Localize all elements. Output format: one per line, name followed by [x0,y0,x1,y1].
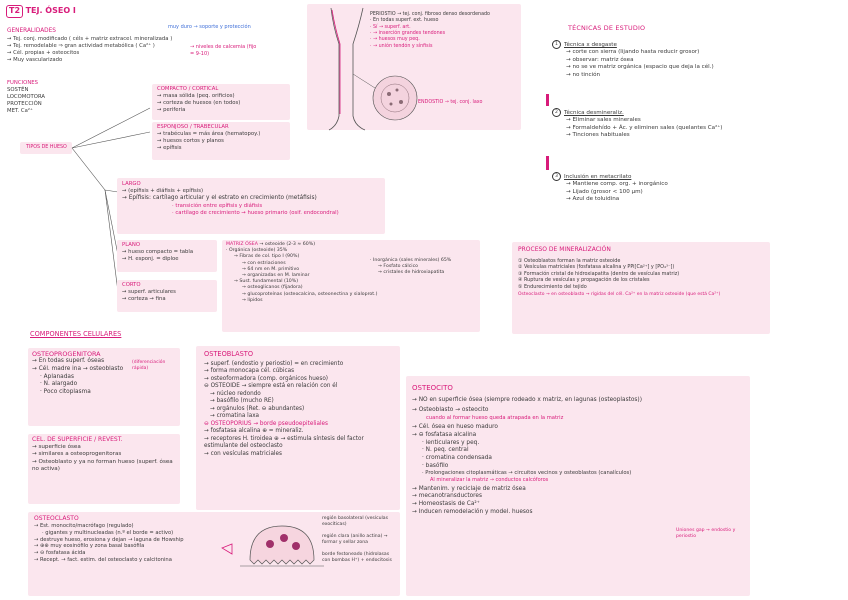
osteoclasto-label: región clara (anillo actina) → formar y sellar zona [322,534,388,546]
tecnica-1-line: → no tinción [566,71,601,78]
corto-section [122,282,176,303]
osteoprogenitora-section [32,350,123,397]
matriz-inorg-line: → cristales de hidroxiapatita [378,270,445,276]
mineralizacion-step: ① Osteoblastos forman la matriz osteoide [518,257,621,264]
tecnica-1 [552,40,714,79]
osteoclasto-line: → ⊕⊕ muy eosinófilo y zona basal basófila [34,543,145,550]
osteoblasto-section [204,350,398,458]
osteoclasto-section [34,515,234,564]
osteoclasto-line: → destruye hueso, erosiona y dejan → laguna de Howship [34,536,184,543]
tecnica-2-line: → Eliminar sales minerales [566,117,641,124]
corto-line: → superf. articulares [122,288,176,295]
osteocito-line: · cromatina condensada [422,454,492,461]
tecnica-1-line: → no se ve matriz orgánica (espacio que deja la cél.) [566,64,714,71]
osteocito-line: · Prolongaciones citoplasmáticas → circuitos vecinos y osteoblastos (canalículos) [422,470,632,477]
funcion-item: MET. Ca²⁺ [7,107,33,114]
matriz-org-line: → Sust. fundamental (10%) [234,279,299,285]
matriz-right: → osteoide (2-3 ≈ 60%) [259,242,316,247]
plano-section [122,242,193,263]
tecnica-2-line: → Tinciones habituales [566,132,630,139]
matriz-section [226,242,377,304]
tecnica-2-bar [546,94,549,106]
esponjoso-section [157,124,260,152]
osteoprogenitora-heading: OSTEOPROGENITORA [32,350,101,358]
matriz-org-line: → organizadas en M. laminar [242,273,310,279]
periostio-line: · En todas superf. ext. hueso [370,18,439,24]
superficie-line: → superficie ósea [32,443,81,450]
number-2-icon: 2 [552,108,561,117]
generalidades-heading: GENERALIDADES [7,28,56,34]
osteoclasto-label: región basolateral (vesículas exocíticas) [322,516,389,528]
tecnicas-heading: TÉCNICAS DE ESTUDIO [568,24,646,32]
compacto-line: → periferia [157,106,186,113]
periostio-line: PERIOSTIO → tej. conj. fibroso denso desordenado [370,12,490,17]
tecnica-1-line: → observar: matriz ósea [566,56,634,63]
title-text: TEJ. ÓSEO I [25,6,76,15]
osteocito-line: → Inducen remodelación y model. huesos [412,508,533,515]
esponjoso-line: → huesos cortos y planos [157,137,224,144]
osteoclasto-line: · gigantes y multinucleadas (n.º el borde = activo) [42,529,174,536]
tecnica-3-line: → Lijado (grosor < 100 µm) [566,188,643,195]
funciones-heading: FUNCIONES [7,80,38,86]
generalidades-line: → Tej. remodelable ⇒ gran actividad metabólica ( Ca²⁺ ) [7,42,155,49]
topic-badge: T2 [6,5,23,18]
tecnica-3-line: → Mantiene comp. org. + inorgánico [566,181,668,188]
osteoblasto-line: → orgánulos (Ret. ⊖ abundantes) [210,405,305,412]
osteoblasto-line: → forma monocapa cél. cúbicas [204,368,295,375]
osteoprogenitora-note: (diferenciación rápida) [132,360,166,371]
mineralizacion-step: ④ Ruptura de vesículas y propagación de los cristales [518,277,650,284]
osteoblasto-line: → con vesículas matriciales [204,450,282,457]
mineralizacion-step: ② Vesículas matriciales (fosfatasa alcalina y PPi[Ca²⁺] y [PO₄³⁻]) [518,264,675,271]
osteoblasto-line: → cromatina laxa [210,413,260,420]
superficie-heading: CEL. DE SUPERFICIE / REVEST. [32,436,123,443]
osteoblasto-line: → osteoformadora (comp. orgánicos hueso) [204,375,329,382]
osteoclasto-heading: OSTEOCLASTO [34,515,79,522]
osteoclast-diagram [220,520,330,590]
osteoclasto-label: borde festoneado (hidrolasas con bombas H⁺) + endocitosis [322,552,392,564]
funcion-item: PROTECCIÓN [7,100,42,107]
tecnica-2 [552,108,722,140]
matriz-heading: MATRIZ ÓSEA [226,242,258,247]
endostio-note: ENDOSTIO → tej. conj. laxo [418,100,483,105]
matriz-inorganica-section [370,258,451,277]
generalidades-line: → Muy vascularizado [7,56,63,63]
osteocito-line: → Mantenim. y reciclaje de matriz ósea [412,485,526,492]
compacto-section [157,86,240,114]
number-1-icon: 1 [552,40,561,49]
osteoprogenitora-line: → Cél. madre ina → osteoblasto [32,366,124,373]
mineralizacion-note: Osteoclasto → en osteoblasto → rígidas del cél. Ca²⁺ en la matriz osteoide (que está Ca²⁺) [518,292,721,298]
osteocito-heading: OSTEOCITO [412,384,453,392]
tecnica-1-label: Técnica x desgaste [564,42,617,48]
osteocito-line: → mecanotransductores [412,493,482,500]
largo-heading: LARGO [122,181,141,187]
largo-pink-line: · transición entre epífisis y diáfisis [172,202,263,209]
osteoprogenitora-line: · Aplanadas [40,373,74,380]
calcemia-note: → niveles de calcemia (fijo = 9-10) [190,44,257,57]
tecnica-3 [552,172,668,204]
plano-line: → H. esponj. = diploe [122,255,179,262]
osteocito-section [412,384,746,516]
osteocito-line: · N. peq. central [422,447,469,454]
osteoblasto-line: → basófilo (mucho RE) [210,398,274,405]
osteoprogenitora-line: → En todas superf. óseas [32,358,105,365]
largo-section [122,181,339,217]
componentes-heading: COMPONENTES CELULARES [30,330,122,338]
plano-heading: PLANO [122,242,141,248]
osteocito-line: · basófilo [422,462,449,469]
osteoblasto-line: ⊖ OSTEOIDE → siempre está en relación con él [204,383,338,390]
superficie-line: → Osteoblasto y ya no forman hueso (superf. ósea no activa) [32,458,173,473]
tipos-hueso-text: TIPOS DE HUESO [26,145,67,150]
largo-line: → Epífisis: cartílago articular y el estrato en crecimiento (metáfisis) [122,194,317,201]
compacto-heading: COMPACTO / CORTICAL [157,86,219,92]
mineralizacion-step: ⑤ Endurecimiento del tejido [518,283,587,290]
periostio-line: · → inserción grandes tendones [370,30,446,36]
number-3-icon: 3 [552,172,561,181]
osteoclasto-line: → Recept. → fact. estim. del osteoclasto y calcitonina [34,557,172,564]
mineralizacion-step: ③ Formación cristal de hidroxiapatita (dentro de vesículas matriz) [518,270,680,277]
periostio-notes [370,12,490,50]
osteoprogenitora-line: · N. alargado [40,381,78,388]
matriz-org-line: → 64 nm en M. primitivo [242,266,300,272]
compacto-line: → masa sólida (peq. orificios) [157,92,235,99]
plano-line: → hueso compacto = tabla [122,248,194,255]
largo-pink-line: · cartílago de crecimiento → hueso primario (osif. endocondral) [172,209,339,216]
generalidades-line: → Cél. propias + osteocitos [7,49,80,56]
matriz-org-line: → glucoproteínas (osteocalcina, osteonectina y sialoprot.) [242,291,378,297]
matriz-org-line: → osteoglicanos (fijadora) [242,285,303,291]
tecnica-1-line: → corte con sierra (lijando hasta reducir grosor) [566,49,700,56]
mineralizacion-section [518,246,720,298]
matriz-org-line: → lípidos [242,297,263,303]
tecnica-3-line: → Azul de toluidina [566,196,620,203]
matriz-org-line: → Fibras de col. tipo I (90%) [234,254,300,260]
generalidades-note: muy duro → soporte y protección [168,24,251,30]
tecnica-2-line: → Formaldehído + Ác. y eliminen sales (quelantes Ca²⁺) [566,124,723,131]
osteocito-line: → NO en superficie ósea (siempre rodeado x matriz, en lagunas (osteoplastos)) [412,397,642,404]
osteocito-gap-note: Uniones gap → endostio y periostio [676,528,736,540]
osteoblasto-line: → superf. (endostio y periostio) = en crecimiento [204,360,344,367]
osteoclasto-line: → Est. monocito/macrófago (regulado) [34,522,134,529]
esponjoso-line: → trabéculas = más área (hematopoy.) [157,130,261,137]
superficie-line: → similares a osteoprogenitoras [32,451,122,458]
tecnica-3-label: Inclusión en metacrilato [564,174,632,180]
osteocito-line: → Cél. ósea en hueso maduro [412,424,498,431]
osteocito-line: → Osteoblasto → osteocito [412,406,489,413]
largo-line: → (epífisis + diáfisis + epífisis) [122,187,204,194]
osteocito-line: · lenticulares y peq. [422,439,480,446]
osteocito-pink-note: Al mineralizar la matriz → conductos calcóforos [430,477,549,484]
esponjoso-line: → epífisis [157,144,182,151]
superficie-section [32,436,178,473]
tecnica-3-bar [546,156,549,170]
corto-heading: CORTO [122,282,141,288]
tecnica-2-label: Técnica desmineraliz. [564,110,624,116]
esponjoso-heading: ESPONJOSO / TRABECULAR [157,124,229,130]
periostio-line: · → unión tendón y sínfisis [370,43,433,49]
periostio-line: · Sí → superf. art. [370,24,411,30]
osteocito-line: → ⊖ fosfatasa alcalina [412,432,477,439]
matriz-organica: · Orgánica (osteoide) 35% [226,248,288,254]
matriz-inorg-line: → Fosfato cálcico [378,264,419,270]
funcion-item: LOCOMOTORA [7,93,46,100]
funcion-item: SOSTÉN [7,86,29,93]
osteoblasto-heading: OSTEOBLASTO [204,350,254,358]
osteocito-line: → Homeostasis de Ca²⁺ [412,500,480,507]
osteoprogenitora-line: · Poco citoplasma [40,389,91,396]
osteoclasto-labels [322,516,398,564]
osteoblasto-line: ⊖ OSTEOPORIUS → borde pseudoepiteliales [204,420,329,427]
mineralizacion-heading: PROCESO DE MINERALIZACIÓN [518,246,611,253]
osteoblasto-line: → receptores H. tiroidea ⊕ → estimula síntesis del factor estimulante del osteoclasto [204,435,364,450]
matriz-inorganica: · Inorgánica (sales minerales) 65% [370,258,452,263]
generalidades-line: → Tej. conj. modificado ( céls + matriz extracel. mineralizada ) [7,35,173,42]
osteocito-pink-note: cuando al formar hueso queda atrapada en la matriz [426,414,564,421]
compacto-line: → corteza de huesos (en todos) [157,99,241,106]
matriz-org-line: → con estriaciones [242,260,286,266]
osteoblasto-line: → núcleo redondo [210,390,261,397]
osteoblasto-line: → fosfatasa alcalina ⊕ = mineraliz. [204,428,304,435]
osteoclasto-line: → ⊖ fosfatasa ácida [34,550,86,557]
periostio-line: · → huesos muy peq. [370,37,420,43]
corto-line: → corteza → fina [122,295,166,302]
